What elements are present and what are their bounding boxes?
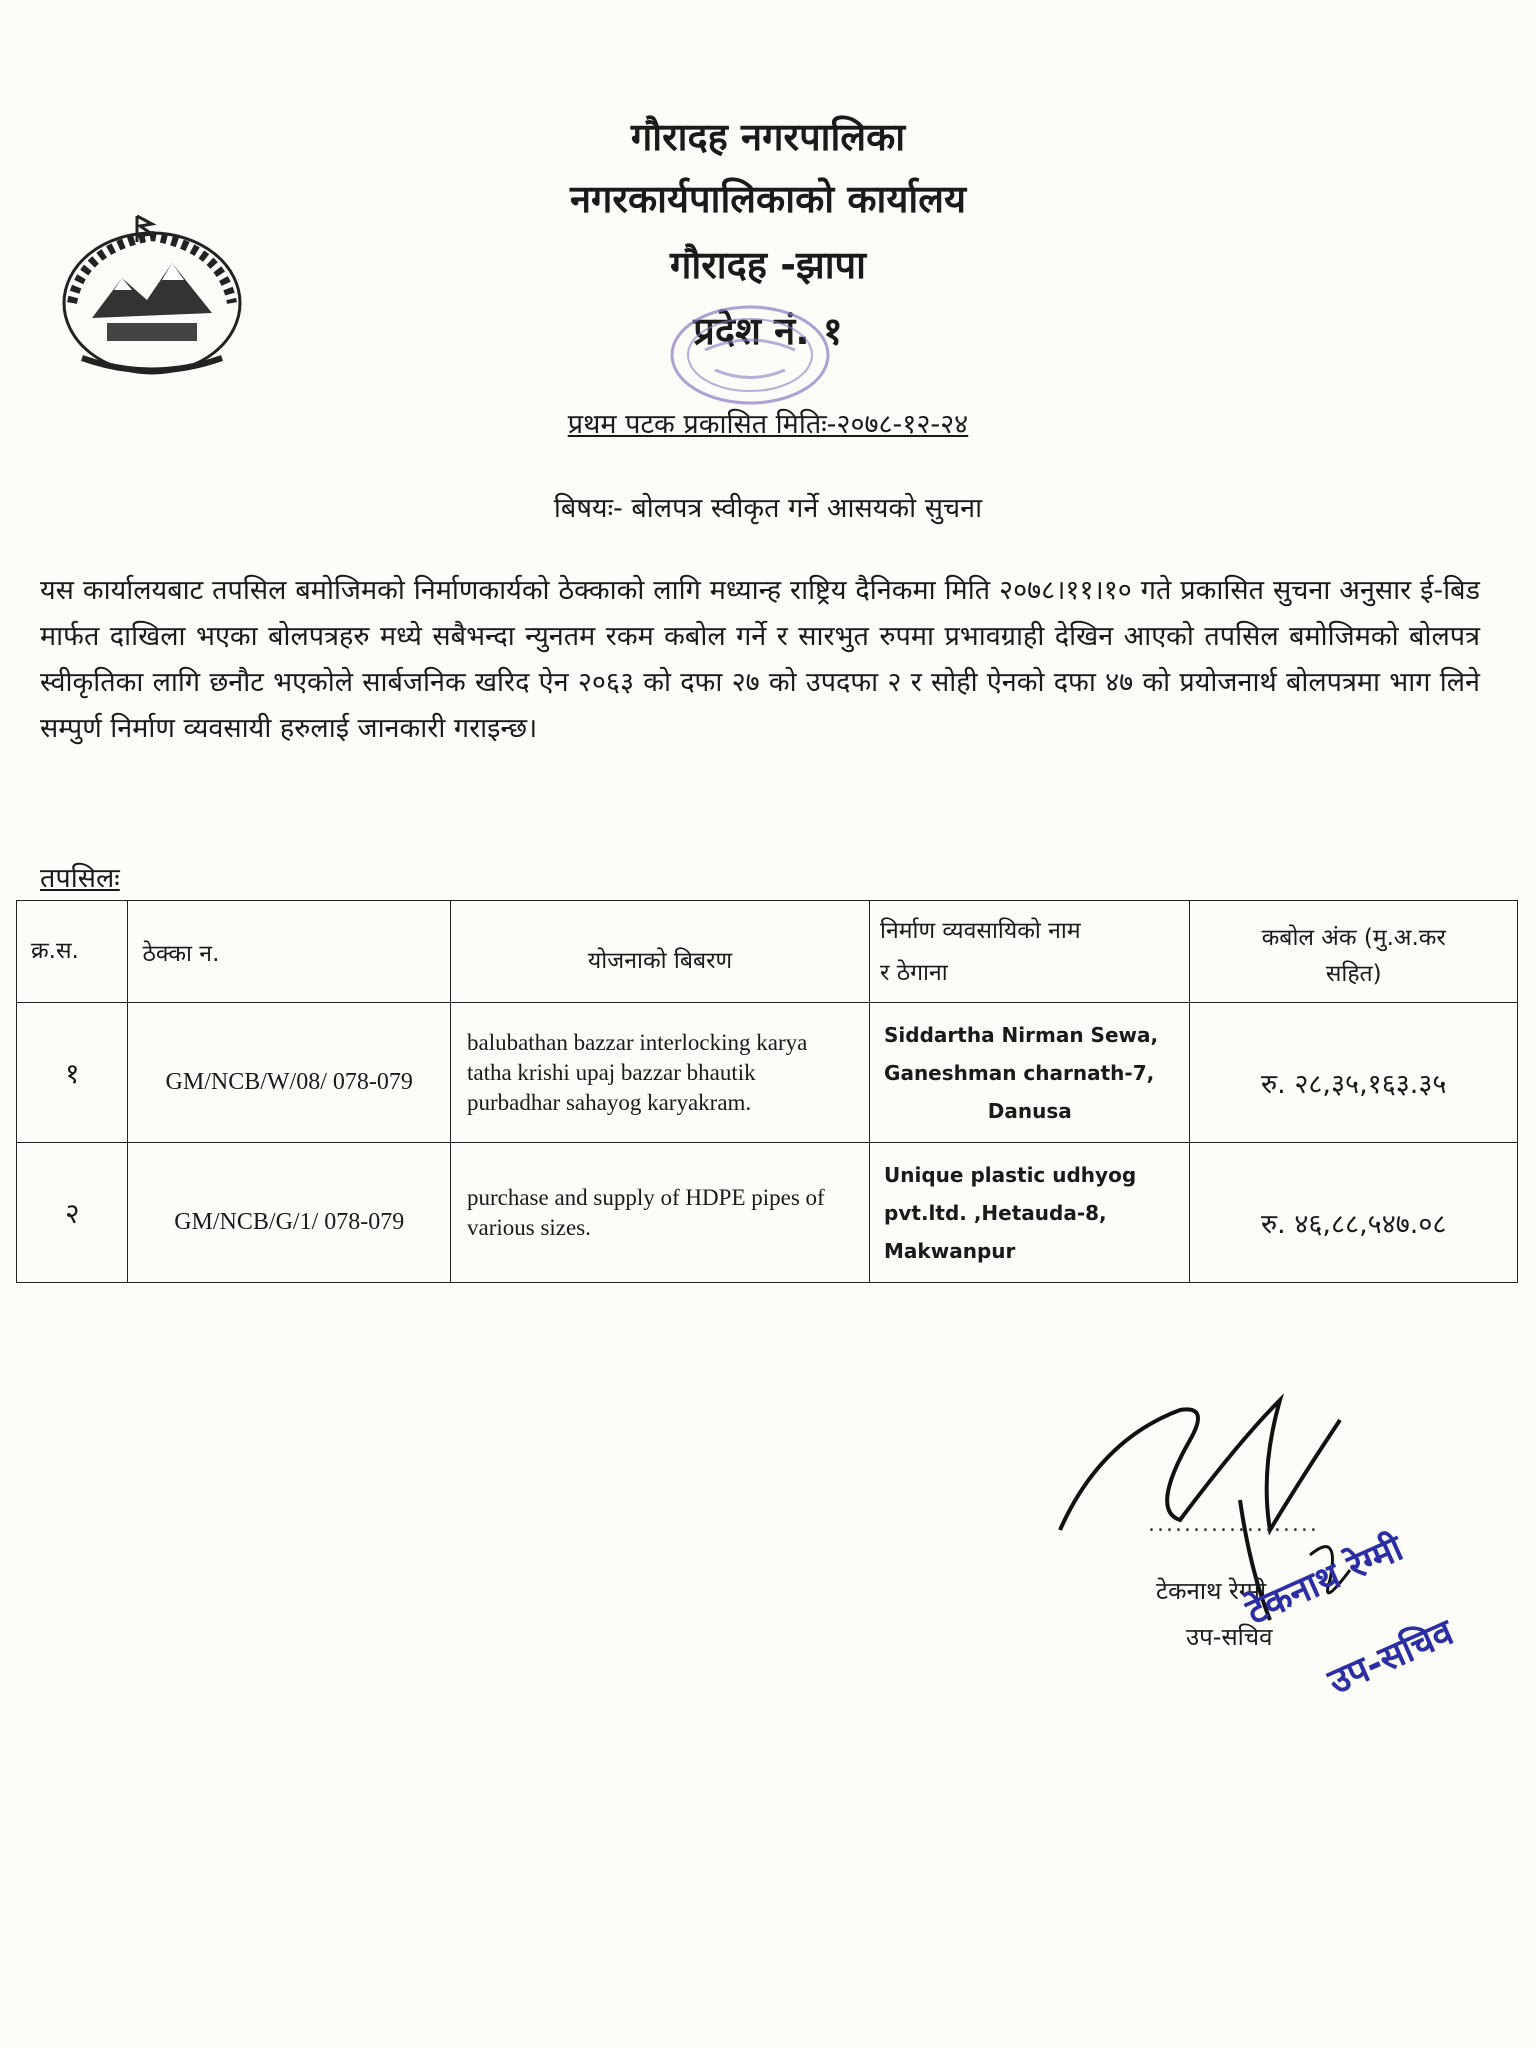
office-stamp-icon	[665, 300, 835, 410]
signature-line: ...................	[1148, 1512, 1319, 1537]
signatory-title: उप-सचिव	[1186, 1623, 1273, 1651]
notice-subject: बिषयः- बोलपत्र स्वीकृत गर्ने आसयको सुचना	[553, 493, 983, 524]
header-amount-line1: कबोल अंक (मु.अ.कर	[1261, 925, 1446, 951]
row-description	[450, 1003, 869, 1143]
seal-name-stamp: टेकनाथ रेग्मी	[1240, 1527, 1410, 1633]
row-tender-no: GM/NCB/W/08/ 078-079	[128, 1003, 451, 1143]
row-amount: रु. ४६,८८,५४७.०८	[1190, 1143, 1518, 1283]
row-tender-no: GM/NCB/G/1/ 078-079	[128, 1143, 451, 1283]
desc-line: purbadhar sahayog karyakram.	[466, 1089, 752, 1115]
header-description: योजनाको बिबरण	[450, 901, 869, 1003]
bidder-line: Unique plastic udhyog	[884, 1162, 1137, 1187]
header-amount-line2: सहित)	[1325, 961, 1382, 987]
row-bidder	[870, 1003, 1190, 1143]
desc-line: various sizes.	[466, 1214, 591, 1240]
row-sn: २	[17, 1143, 128, 1283]
table-header-row	[17, 901, 1518, 1003]
desc-line: purchase and supply of HDPE pipes of	[466, 1184, 825, 1210]
row-bidder	[870, 1143, 1190, 1283]
header-bidder-line2: र ठेगाना	[880, 959, 948, 986]
row-description	[450, 1143, 869, 1283]
office-name: नगरकार्यपालिकाको कार्यालय	[569, 177, 967, 221]
row-sn: १	[17, 1003, 128, 1143]
header-sn: क्र.स.	[17, 901, 128, 1003]
bid-table	[16, 900, 1518, 1283]
office-location: गौरादह -झापा	[670, 243, 866, 287]
table-row	[17, 1003, 1518, 1143]
header-tender-no: ठेक्का न.	[128, 901, 451, 1003]
municipality-name: गौरादह नगरपालिका	[630, 115, 906, 159]
signatory-name: टेकनाथ रेग्मी	[1156, 1577, 1267, 1605]
desc-line: tatha krishi upaj bazzar bhautik	[466, 1059, 756, 1085]
row-amount: रु. २८,३५,१६३.३५	[1190, 1003, 1518, 1143]
details-label: तपसिलः	[40, 863, 120, 894]
bidder-line: Siddartha Nirman Sewa,	[884, 1022, 1159, 1047]
seal-title-stamp: उप-सचिव	[1322, 1611, 1460, 1703]
notice-body: यस कार्यालयबाट तपसिल बमोजिमको निर्माणकार्यको ठेक्काको लागि मध्यान्ह राष्ट्रिय दैनिकमा मिति २०७८।११।१० गते प्रकासित सुचना अनुसार ई-बिड मार्फत दाखिला भएका बोलपत्रहरु मध्ये सबैभन्दा न्युनतम रकम कबोल गर्ने र सारभुत रुपमा प्रभावग्राही देखिन आएको तपसिल बमोजिमको बोलपत्र स्वीकृतिका लागि छनौट भएकोले सार्बजनिक खरिद ऐन २०६३ को दफा २७ को उपदफा २ र सोही ऐनको दफा ४७ को प्रयोजनार्थ बोलपत्रमा भाग लिने सम्पुर्ण निर्माण व्यवसायी हरुलाई जानकारी गराइन्छ।	[40, 575, 1480, 744]
nepal-emblem-icon	[52, 208, 252, 383]
published-date: प्रथम पटक प्रकासित मितिः-२०७८-१२-२४	[567, 409, 969, 440]
bidder-line: pvt.ltd. ,Hetauda-8,	[884, 1200, 1107, 1225]
table-row	[17, 1143, 1518, 1283]
header-bidder-line1: निर्माण व्यवसायिको नाम	[880, 917, 1081, 944]
province-name: प्रदेश नं. १	[693, 309, 843, 353]
desc-line: balubathan bazzar interlocking karya	[466, 1029, 808, 1055]
header-bidder	[870, 901, 1190, 1003]
bidder-line: Danusa	[987, 1098, 1072, 1123]
header-amount	[1190, 901, 1518, 1003]
bidder-line: Ganeshman charnath-7,	[884, 1060, 1155, 1085]
bidder-line: Makwanpur	[884, 1238, 1016, 1263]
